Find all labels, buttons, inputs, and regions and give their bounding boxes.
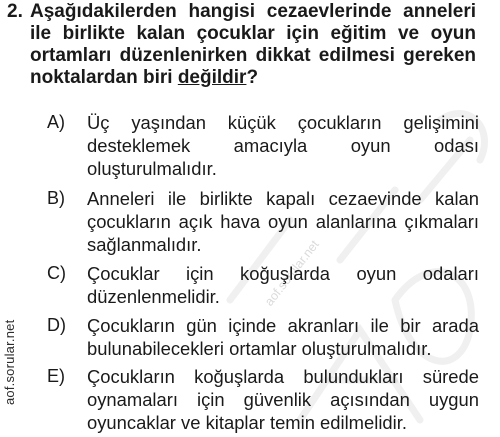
option-text: Üç yaşından küçük çocukların gelişimini desteklemek amacıyla oyun odası oluşturulmalıdır. — [87, 112, 479, 179]
option-letter: B) — [47, 188, 65, 208]
option-text: Çocuklar için koğuşlarda oyun odaları düzenlenmelidir. — [87, 263, 479, 307]
option-text: Anneleri ile birlikte kapalı cezaevinde kalan çocukların açık hava oyun alanlarına çıkmaları sağlanmalıdır. — [87, 188, 479, 255]
option-letter: D) — [47, 315, 66, 335]
question-number: 2. — [7, 1, 23, 22]
option-text: Çocukların koğuşlarda bulundukları sürede oynamaları için güvenlik açısından uygun oyuncaklar ve kitaplar temin edilmelidir. — [87, 366, 479, 433]
question-stem-text: Aşağıdakilerden hangisi cezaevlerinde anneleri ile birlikte kalan çocuklar için eğitim ve oyun ortamları düzenlenirken dikkat edilmesi gereken noktalardan biri — [30, 1, 476, 88]
option-text: Çocukların gün içinde akranları ile bir arada bulunabilecekleri ortamlar oluşturulmalıdır. — [87, 315, 479, 359]
watermark-side-text: aof.sorular.net — [2, 319, 17, 405]
question-stem-end: ? — [246, 67, 259, 88]
watermark-diagonal-text: aof.sorular.net — [262, 237, 322, 309]
question-stem — [30, 1, 476, 89]
option-letter: A) — [47, 112, 65, 132]
option-letter: C) — [47, 263, 66, 283]
question-stem-emphasis: değildir — [177, 67, 247, 88]
option-letter: E) — [47, 366, 65, 386]
